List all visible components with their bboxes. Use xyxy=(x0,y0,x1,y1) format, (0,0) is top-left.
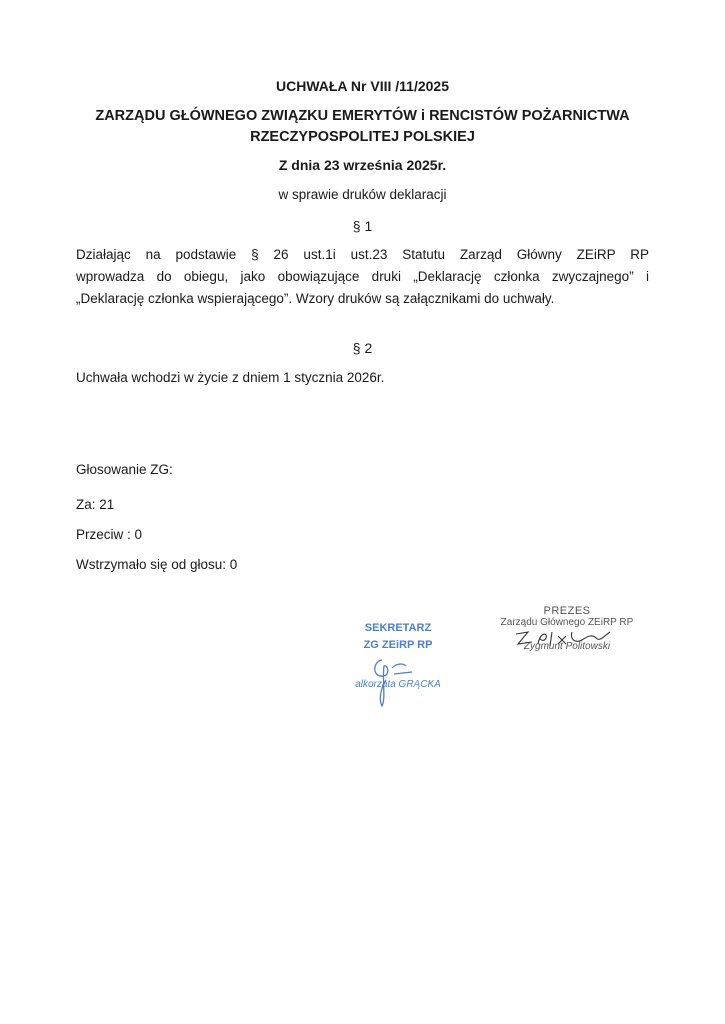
president-stamp-org: Zarządu Głównego ZEiRP RP xyxy=(500,617,634,628)
secretary-stamp-org: ZG ZEiRP RP xyxy=(363,639,433,651)
organization-name xyxy=(0,106,725,148)
secretary-stamp-title: SEKRETARZ xyxy=(364,622,432,634)
vote-against: Przeciw : 0 xyxy=(76,527,143,542)
president-stamp-name: Zygmunt Politowski xyxy=(523,641,611,652)
president-stamp-title: PREZES xyxy=(543,605,591,617)
resolution-date: Z dnia 23 września 2025r. xyxy=(278,157,447,173)
president-signature xyxy=(512,626,622,652)
organization-name-line2: RZECZYPOSPOLITEJ POLSKIEJ xyxy=(250,129,475,145)
section-2-text: Uchwała wchodzi w życie z dniem 1 stycznia 2026r. xyxy=(76,370,385,385)
secretary-stamp-name: alkorzata GRĄCKA xyxy=(355,679,441,690)
organization-name-line1: ZARZĄDU GŁÓWNEGO ZWIĄZKU EMERYTÓW i RENCISTÓW POŻARNICTWA xyxy=(95,108,630,124)
section-1-line: wprowadza do obiegu, jako obowiązujące druki „Deklarację członka zwyczajnego” i xyxy=(76,269,649,284)
vote-for: Za: 21 xyxy=(76,497,115,512)
section-1-mark: § 1 xyxy=(352,218,373,234)
resolution-subject: w sprawie druków deklaracji xyxy=(278,187,447,202)
section-2-mark: § 2 xyxy=(352,340,373,356)
resolution-title: UCHWAŁA Nr VIII /11/2025 xyxy=(276,78,449,94)
section-1-paragraph xyxy=(76,244,649,310)
vote-abstain: Wstrzymało się od głosu: 0 xyxy=(76,557,238,572)
section-1-line: Działając na podstawie § 26 ust.1i ust.23 Statutu Zarząd Główny ZEiRP RP xyxy=(76,247,649,262)
vote-heading: Głosowanie ZG: xyxy=(76,462,173,477)
section-1-line: „Deklarację członka wspierającego”. Wzory druków są załącznikami do uchwały. xyxy=(76,291,555,306)
secretary-signature xyxy=(368,650,428,710)
